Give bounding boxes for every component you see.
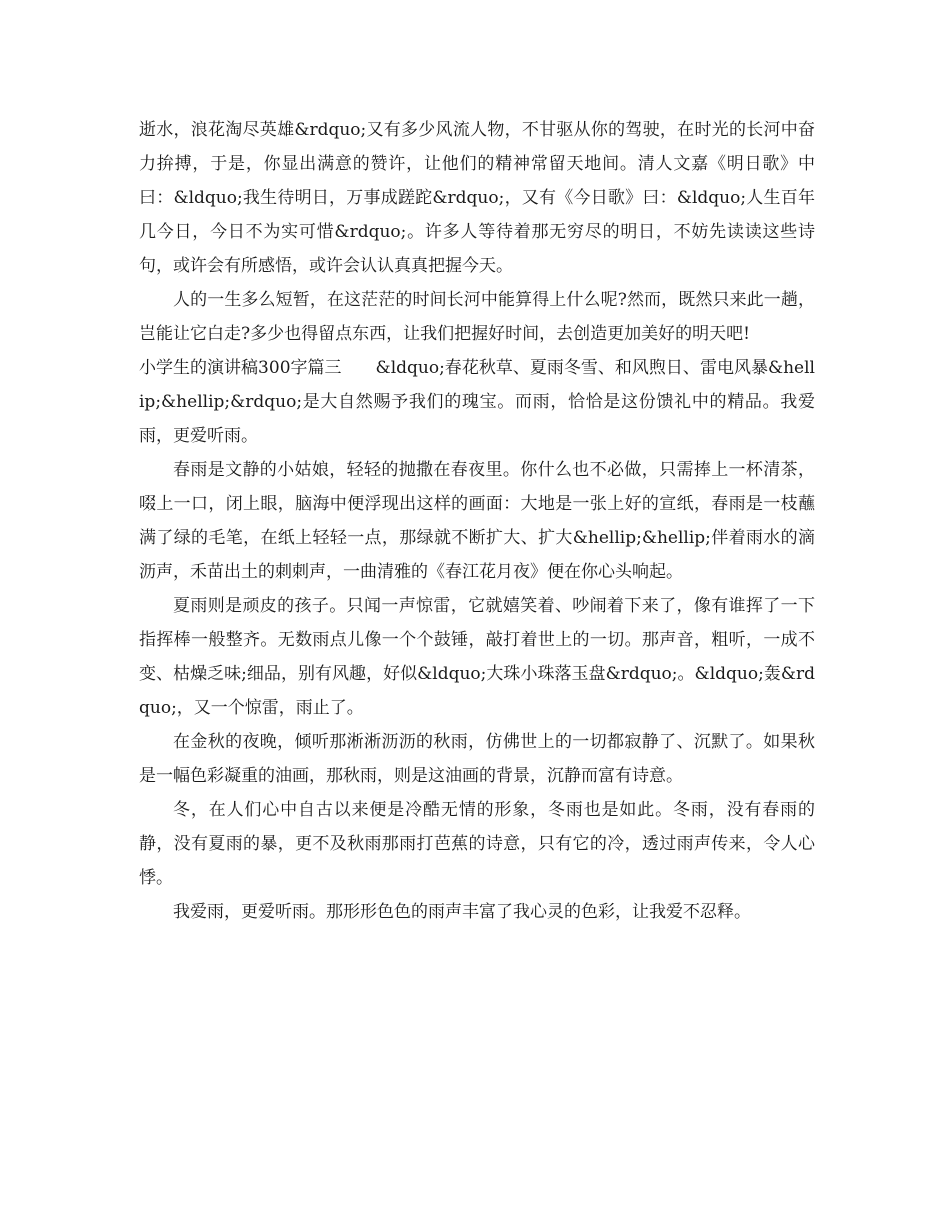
- paragraph-4: 春雨是文静的小姑娘，轻轻的抛撒在春夜里。你什么也不必做，只需捧上一杯清茶，啜上一口，闭上眼，脑海中便浮现出这样的画面：大地是一张上好的宣纸，春雨是一枝蘸满了绿的毛笔，在纸上轻轻一点，那绿就不断扩大、扩大&hellip;&hellip;伴着雨水的滴沥声，禾苗出土的刺刺声，一曲清雅的《春江花月夜》便在你心头响起。: [139, 460, 815, 582]
- paragraph-2: 人的一生多么短暂，在这茫茫的时间长河中能算得上什么呢?然而，既然只来此一趟，岂能让它白走?多少也得留点东西，让我们把握好时间，去创造更加美好的明天吧!: [139, 290, 815, 344]
- paragraph-6: 在金秋的夜晚，倾听那淅淅沥沥的秋雨，仿佛世上的一切都寂静了、沉默了。如果秋是一幅色彩凝重的油画，那秋雨，则是这油画的背景，沉静而富有诗意。: [139, 732, 815, 786]
- paragraph-1: 逝水，浪花淘尽英雄&rdquo;又有多少风流人物，不甘驱从你的驾驶，在时光的长河中奋力拚搏，于是，你显出满意的赞许，让他们的精神常留天地间。清人文嘉《明日歌》中曰：&ldquo;我生待明日，万事成蹉跎&rdquo;，又有《今日歌》曰：&ldquo;人生百年几今日，今日不为实可惜&rdquo;。许多人等待着那无穷尽的明日，不妨先读读这些诗句，或许会有所感悟，或许会认认真真把握今天。: [139, 120, 815, 276]
- paragraph-7: 冬，在人们心中自古以来便是冷酷无情的形象，冬雨也是如此。冬雨，没有春雨的静，没有夏雨的暴，更不及秋雨那雨打芭蕉的诗意，只有它的冷，透过雨声传来，令人心悸。: [139, 800, 815, 888]
- paragraph-3-heading: 小学生的演讲稿300字篇三 &ldquo;春花秋草、夏雨冬雪、和风煦日、雷电风暴&hellip;&hellip;&rdquo;是大自然赐予我们的瑰宝。而雨，恰恰是这份馈礼中的精品。我爱雨，更爱听雨。: [139, 358, 815, 446]
- paragraph-5: 夏雨则是顽皮的孩子。只闻一声惊雷，它就嬉笑着、吵闹着下来了，像有谁挥了一下指挥棒一般整齐。无数雨点儿像一个个鼓锤，敲打着世上的一切。那声音，粗听，一成不变、枯燥乏味;细品，别有风趣，好似&ldquo;大珠小珠落玉盘&rdquo;。&ldquo;轰&rdquo;，又一个惊雷，雨止了。: [139, 596, 815, 718]
- document-body: [139, 113, 815, 929]
- paragraph-8: 我爱雨，更爱听雨。那形形色色的雨声丰富了我心灵的色彩，让我爱不忍释。: [173, 902, 751, 922]
